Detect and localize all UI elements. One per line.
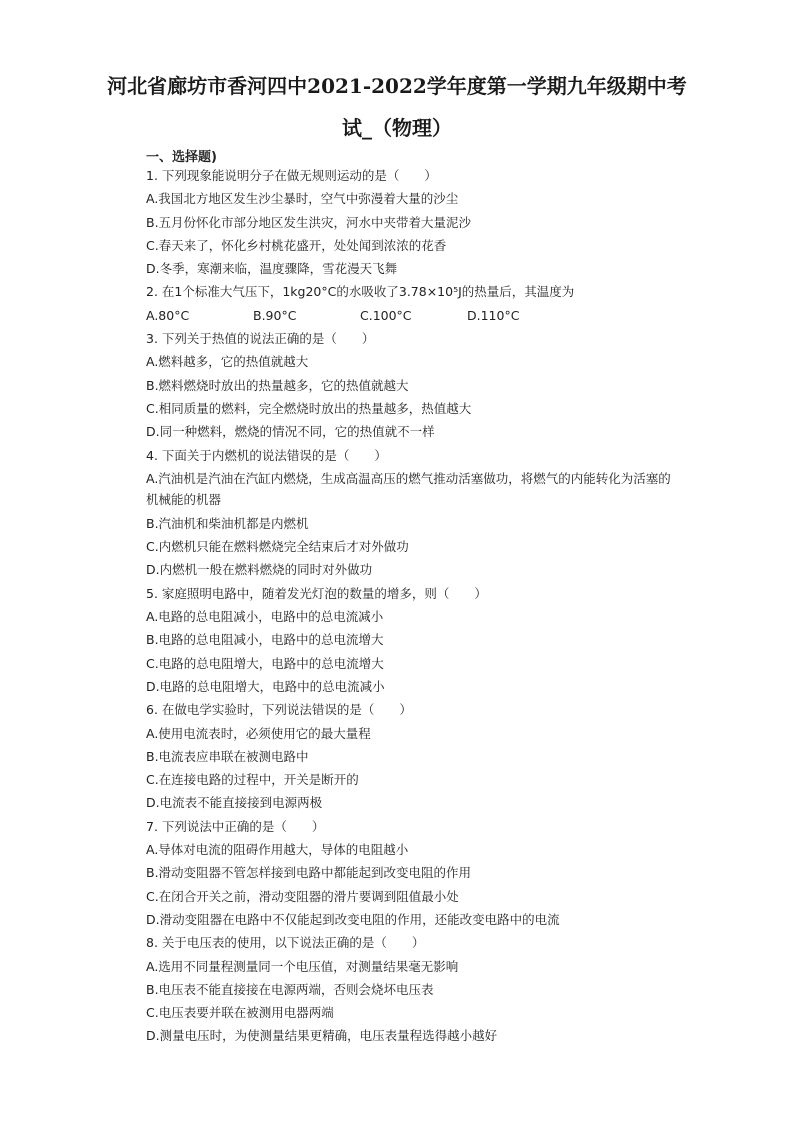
option-8d: D.测量电压时，为使测量结果更精确，电压表量程选得越小越好 (146, 1028, 498, 1044)
option-5b: B.电路的总电阻减小，电路中的总电流增大 (146, 632, 384, 648)
option-2d: D.110°C (467, 307, 520, 323)
exam-title-line-2: 试_（物理） (342, 116, 452, 140)
option-8c: C.电压表要并联在被测用电器两端 (146, 1005, 334, 1021)
option-3a: A.燃料越多，它的热值就越大 (146, 354, 309, 370)
question-stem-6: 6. 在做电学实验时，下列说法错误的是（ ） (146, 702, 412, 718)
question-stem-7: 7. 下列说法中正确的是（ ） (146, 818, 325, 834)
option-4c: C.内燃机只能在燃料燃烧完全结束后才对外做功 (146, 539, 409, 555)
option-1d: D.冬季，寒潮来临，温度骤降，雪花漫天飞舞 (146, 261, 398, 277)
question-stem-1: 1. 下列现象能说明分子在做无规则运动的是（ ） (146, 168, 437, 183)
question-stem-8: 8. 关于电压表的使用，以下说法正确的是（ ） (146, 935, 425, 951)
exam-title-line-1: 河北省廊坊市香河四中2021-2022学年度第一学期九年级期中考 (107, 74, 687, 98)
section-heading: 一、选择题) (146, 150, 217, 165)
option-2a: A.80°C (146, 307, 190, 323)
option-7a: A.导体对电流的阻碍作用越大，导体的电阻越小 (146, 842, 409, 858)
option-6a: A.使用电流表时，必须使用它的最大量程 (146, 725, 371, 741)
option-1c: C.春天来了，怀化乡村桃花盛开，处处闻到浓浓的花香 (146, 237, 447, 253)
option-3b: B.燃料燃烧时放出的热量越多，它的热值就越大 (146, 377, 409, 393)
option-7d: D.滑动变阻器在电路中不仅能起到改变电阻的作用，还能改变电路中的电流 (146, 911, 560, 927)
option-4a: A.汽油机是汽油在汽缸内燃烧，生成高温高压的燃气推动活塞做功，将燃气的内能转化为活塞的机械能的机器 (146, 470, 671, 507)
question-stem-4: 4. 下面关于内燃机的说法错误的是（ ） (146, 447, 387, 463)
option-8b: B.电压表不能直接接在电源两端，否则会烧坏电压表 (146, 981, 434, 997)
question-stem-5: 5. 家庭照明电路中，随着发光灯泡的数量的增多，则（ ） (146, 585, 487, 601)
option-3c: C.相同质量的燃料，完全燃烧时放出的热量越多，热值越大 (146, 400, 472, 416)
option-6c: C.在连接电路的过程中，开关是断开的 (146, 772, 359, 788)
option-4d: D.内燃机一般在燃料燃烧的同时对外做功 (146, 562, 373, 578)
option-6d: D.电流表不能直接接到电源两极 (146, 795, 323, 811)
options-row-2 (146, 304, 676, 327)
option-7b: B.滑动变阻器不管怎样接到电路中都能起到改变电阻的作用 (146, 865, 472, 881)
option-5d: D.电路的总电阻增大，电路中的总电流减小 (146, 678, 385, 694)
question-list (146, 164, 676, 1048)
option-4b: B.汽油机和柴油机都是内燃机 (146, 515, 309, 531)
option-1b: B.五月份怀化市部分地区发生洪灾，河水中夹带着大量泥沙 (146, 214, 472, 230)
option-1a: A.我国北方地区发生沙尘暴时，空气中弥漫着大量的沙尘 (146, 191, 459, 207)
option-8a: A.选用不同量程测量同一个电压值，对测量结果毫无影响 (146, 958, 459, 974)
question-stem-3: 3. 下列关于热值的说法正确的是（ ） (146, 331, 375, 347)
question-stem-2: 2. 在1个标准大气压下，1kg20°C的水吸收了3.78×10⁵J的热量后，其温度为 (146, 284, 575, 300)
option-6b: B.电流表应串联在被测电路中 (146, 748, 309, 764)
option-2c: C.100°C (360, 307, 412, 323)
option-5a: A.电路的总电阻减小，电路中的总电流减小 (146, 609, 384, 625)
option-3d: D.同一种燃料，燃烧的情况不同，它的热值就不一样 (146, 424, 435, 440)
option-5c: C.电路的总电阻增大，电路中的总电流增大 (146, 655, 384, 671)
option-2b: B.90°C (253, 307, 297, 323)
option-7c: C.在闭合开关之前，滑动变阻器的滑片要调到阻值最小处 (146, 888, 459, 904)
